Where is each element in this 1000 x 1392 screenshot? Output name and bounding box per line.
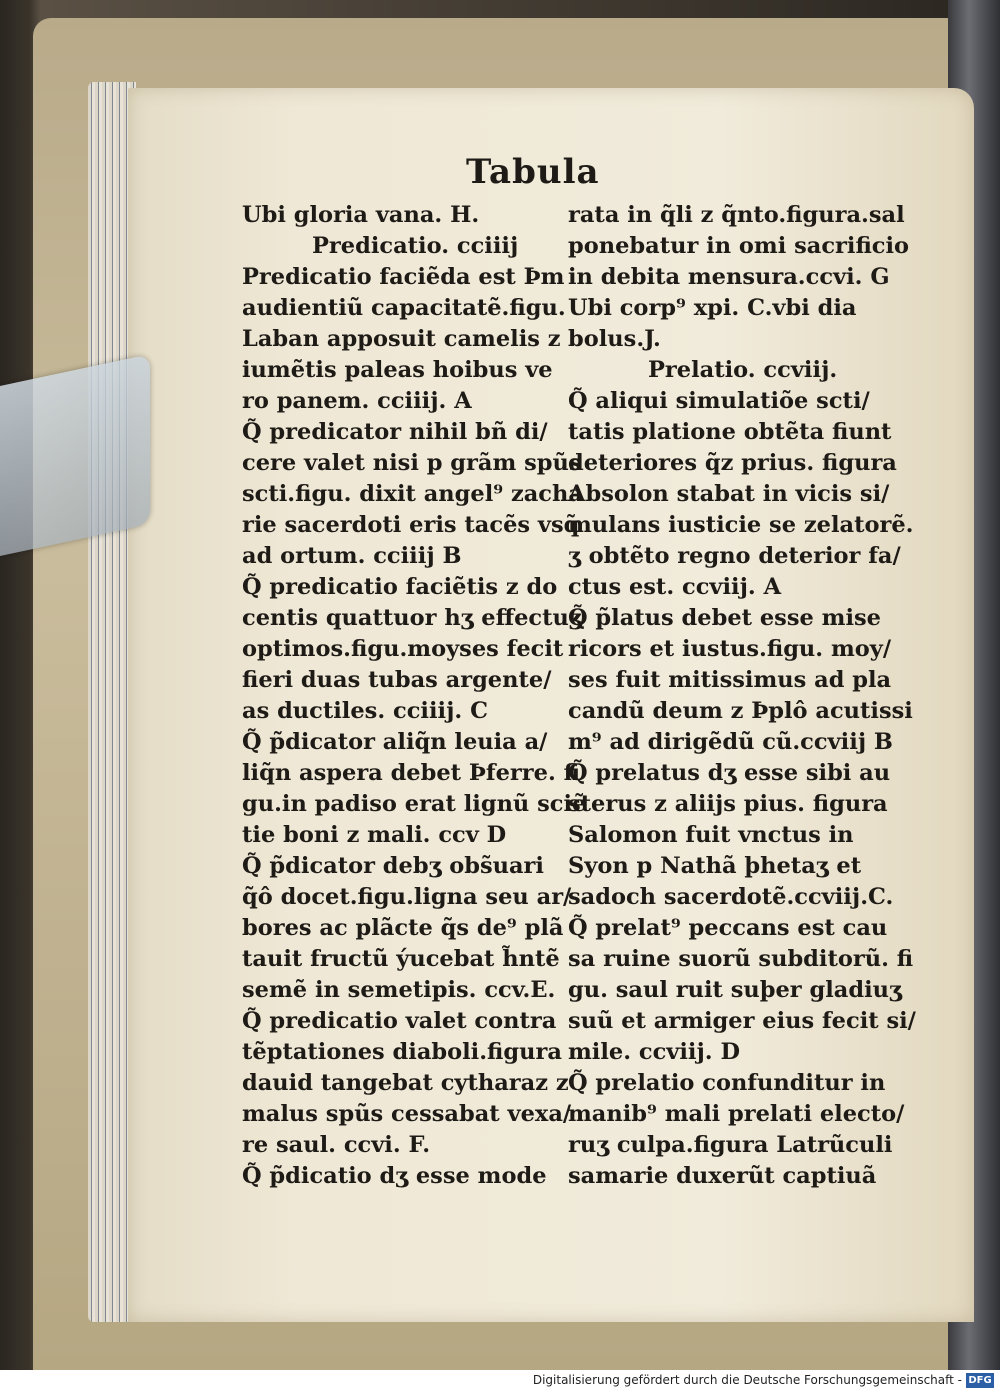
section-heading: Predicatio. cciiĳ [312,233,519,259]
text-line: bores ac plãcte q̃s de⁹ plã [242,915,564,941]
text-line: cere valet nisi p grãm spũs [242,450,582,476]
footer-credit: Digitalisierung gefördert durch die Deutsche Forschungsgemeinschaft - [532,1373,962,1387]
text-line: Q̃ predicatio valet contra [242,1008,557,1034]
text-line: Ubi gloria vana. H. [242,202,480,228]
text-line: mile. ccviĳ. D [568,1039,740,1065]
text-line: Salomon fuit vnctus in [568,822,854,848]
text-line: malus spũs cessabat vexa/ [242,1101,572,1127]
section-heading: Prelatio. ccviĳ. [648,357,838,383]
text-line: Q̃ prelatio confunditur in [568,1070,886,1096]
text-line: ʒ obtẽto regno deterior fa/ [568,543,901,569]
text-line: rie sacerdoti eris tacẽs vsq̃ [242,512,580,538]
text-line: ponebatur in omi sacrificio [568,233,910,259]
text-line: iumẽtis paleas hoibus ve [242,357,553,383]
text-line: m⁹ ad dirigẽdũ cũ.ccviĳ B [568,729,893,755]
text-line: Absolon stabat in vicis si/ [568,481,890,507]
text-line: fieri duas tubas argente/ [242,667,552,693]
text-line: ruʒ culpa.figura Latrũculi [568,1132,893,1158]
text-line: tauit fructũ ýucebat h̃ntẽ [242,946,560,972]
text-line: Q̃ p̃dicatio dʒ esse mode [242,1163,547,1189]
text-line: gu. saul ruit suþer gladiuʒ [568,977,902,1003]
text-line: Q̃ p̃latus debet esse mise [568,605,882,631]
text-line: deteriores q̃z prius. figura [568,450,897,476]
text-line: as ductiles. cciiĳ. C [242,698,488,724]
page-title: Tabula [466,152,600,192]
text-line: Laban apposuit camelis z [242,326,561,352]
text-line: Syon p Nathã þhetaʒ et [568,853,862,879]
text-line: q̃ô docet.figu.ligna seu ar/ [242,884,572,910]
text-line: centis quattuor hʒ effectuʒ [242,605,582,631]
text-line: gu.in padiso erat lignũ sciẽ [242,791,587,817]
text-line: Predicatio faciẽda est Þm [242,264,565,290]
text-line: re saul. ccvi. F. [242,1132,431,1158]
text-line: sterus z aliĳs pius. figura [568,791,888,817]
text-line: optimos.figu.moyses fecit [242,636,564,662]
text-line: mulans iusticie se zelatorẽ. [568,512,914,538]
text-line: audientiũ capacitatẽ.figu. [242,295,566,321]
text-line: tẽptationes diaboli.figura [242,1039,562,1065]
dfg-logo-icon: DFG [966,1373,994,1388]
text-line: ad ortum. cciiĳ B [242,543,462,569]
text-line: rata in q̃li z q̃nto.figura.sal [568,202,905,228]
text-line: dauid tangebat cytharaz z [242,1070,569,1096]
text-line: tie boni z mali. ccv D [242,822,507,848]
text-line: ricors et iustus.figu. moy/ [568,636,892,662]
left-column [242,200,587,1192]
text-line: candũ deum z Þplô acutissi [568,698,913,724]
text-line: suũ et armiger eius fecit si/ [568,1008,916,1034]
text-line: Q̃ p̃dicator debʒ obs̃uari [242,853,544,879]
text-line: samarie duxerũt captiuã [568,1163,877,1189]
text-line: Ubi corp⁹ xpi. C.vbi dia [568,295,857,321]
text-line: Q̃ prelat⁹ peccans est cau [568,915,888,941]
text-line: manib⁹ mali prelati electo/ [568,1101,905,1127]
text-line: ro panem. cciiĳ. A [242,388,472,414]
text-line: Q̃ predicatio faciẽtis z do [242,574,558,600]
text-line: bolus.J. [568,326,661,352]
text-line: Q̃ prelatus dʒ esse sibi au [568,760,891,786]
text-line: Q̃ aliqui simulatiõe scti/ [568,388,870,414]
text-line: sa ruine suorũ subditorũ. fi [568,946,914,972]
digitization-footer [0,1370,1000,1392]
text-line: semẽ in semetipis. ccv.E. [242,977,556,1003]
text-line: tatis platione obtẽta fiunt [568,419,892,445]
text-line: ctus est. ccviĳ. A [568,574,782,600]
text-line: liq̃n aspera debet Þferre. fi [242,760,580,786]
right-column [568,200,916,1192]
text-line: Q̃ p̃dicator aliq̃n leuia a/ [242,729,548,755]
text-line: scti.figu. dixit angel⁹ zacha [242,481,583,507]
text-line: in debita mensura.ccvi. G [568,264,890,290]
text-line: sadoch sacerdotẽ.ccviĳ.C. [568,884,894,910]
text-line: Q̃ predicator nihil bñ di/ [242,419,548,445]
text-line: ses fuit mitissimus ad pla [568,667,892,693]
